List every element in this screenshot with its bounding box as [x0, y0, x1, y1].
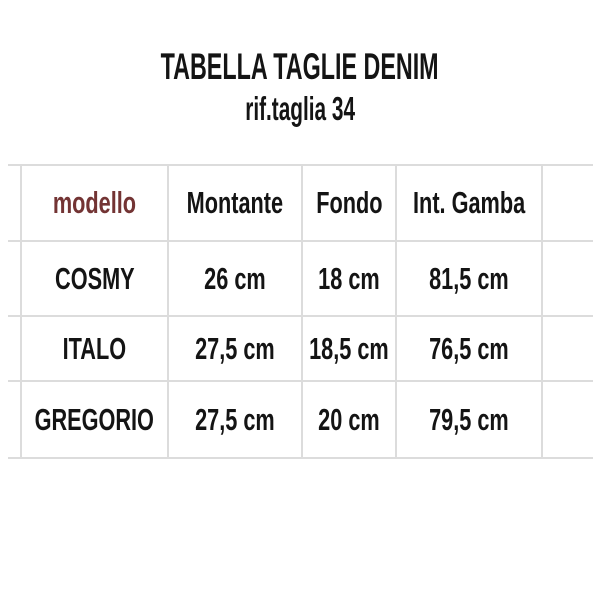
header-label-modello: modello: [52, 185, 137, 220]
model-name-cell-italo: [22, 317, 169, 382]
model-name-cosmy: COSMY: [54, 260, 135, 296]
measure-cell-italo-fondo: [303, 317, 397, 382]
header-cell-montante: [169, 166, 303, 242]
measure-cell-gregorio-montante: [169, 382, 303, 459]
value-gregorio-fondo: 20 cm: [318, 401, 380, 437]
title-block: [0, 46, 600, 130]
measure-cell-cosmy-montante: [169, 242, 303, 317]
measure-cell-gregorio-fondo: [303, 382, 397, 459]
measure-cell-italo-montante: [169, 317, 303, 382]
row-cosmy-left-margin-cell: [8, 242, 22, 317]
value-cosmy-montante: 26 cm: [204, 260, 266, 296]
measure-cell-cosmy-int-gamba: [397, 242, 543, 317]
measure-cell-cosmy-fondo: [303, 242, 397, 317]
header-right-margin-cell: [543, 166, 593, 242]
page-subtitle-text: rif.taglia 34: [245, 90, 355, 127]
page-subtitle: [0, 88, 600, 130]
header-label-montante: Montante: [186, 185, 284, 220]
model-name-italo: ITALO: [62, 330, 127, 366]
header-label-int-gamba: Int. Gamba: [412, 185, 526, 220]
size-table: [8, 164, 593, 459]
page-title: [0, 46, 600, 88]
value-cosmy-fondo: 18 cm: [318, 260, 380, 296]
value-cosmy-int-gamba: 81,5 cm: [429, 260, 509, 296]
header-cell-int-gamba: [397, 166, 543, 242]
model-name-cell-cosmy: [22, 242, 169, 317]
header-cell-fondo: [303, 166, 397, 242]
model-name-gregorio: GREGORIO: [34, 401, 155, 437]
model-name-cell-gregorio: [22, 382, 169, 459]
row-gregorio-left-margin-cell: [8, 382, 22, 459]
value-gregorio-int-gamba: 79,5 cm: [429, 401, 509, 437]
measure-cell-italo-int-gamba: [397, 317, 543, 382]
header-label-fondo: Fondo: [315, 185, 383, 220]
row-gregorio-right-margin-cell: [543, 382, 593, 459]
header-cell-modello: [22, 166, 169, 242]
value-gregorio-montante: 27,5 cm: [195, 401, 275, 437]
page-title-text: TABELLA TAGLIE DENIM: [161, 46, 439, 87]
value-italo-montante: 27,5 cm: [195, 330, 275, 366]
header-left-margin-cell: [8, 166, 22, 242]
row-cosmy-right-margin-cell: [543, 242, 593, 317]
value-italo-fondo: 18,5 cm: [309, 330, 389, 366]
measure-cell-gregorio-int-gamba: [397, 382, 543, 459]
value-italo-int-gamba: 76,5 cm: [429, 330, 509, 366]
row-italo-right-margin-cell: [543, 317, 593, 382]
row-italo-left-margin-cell: [8, 317, 22, 382]
